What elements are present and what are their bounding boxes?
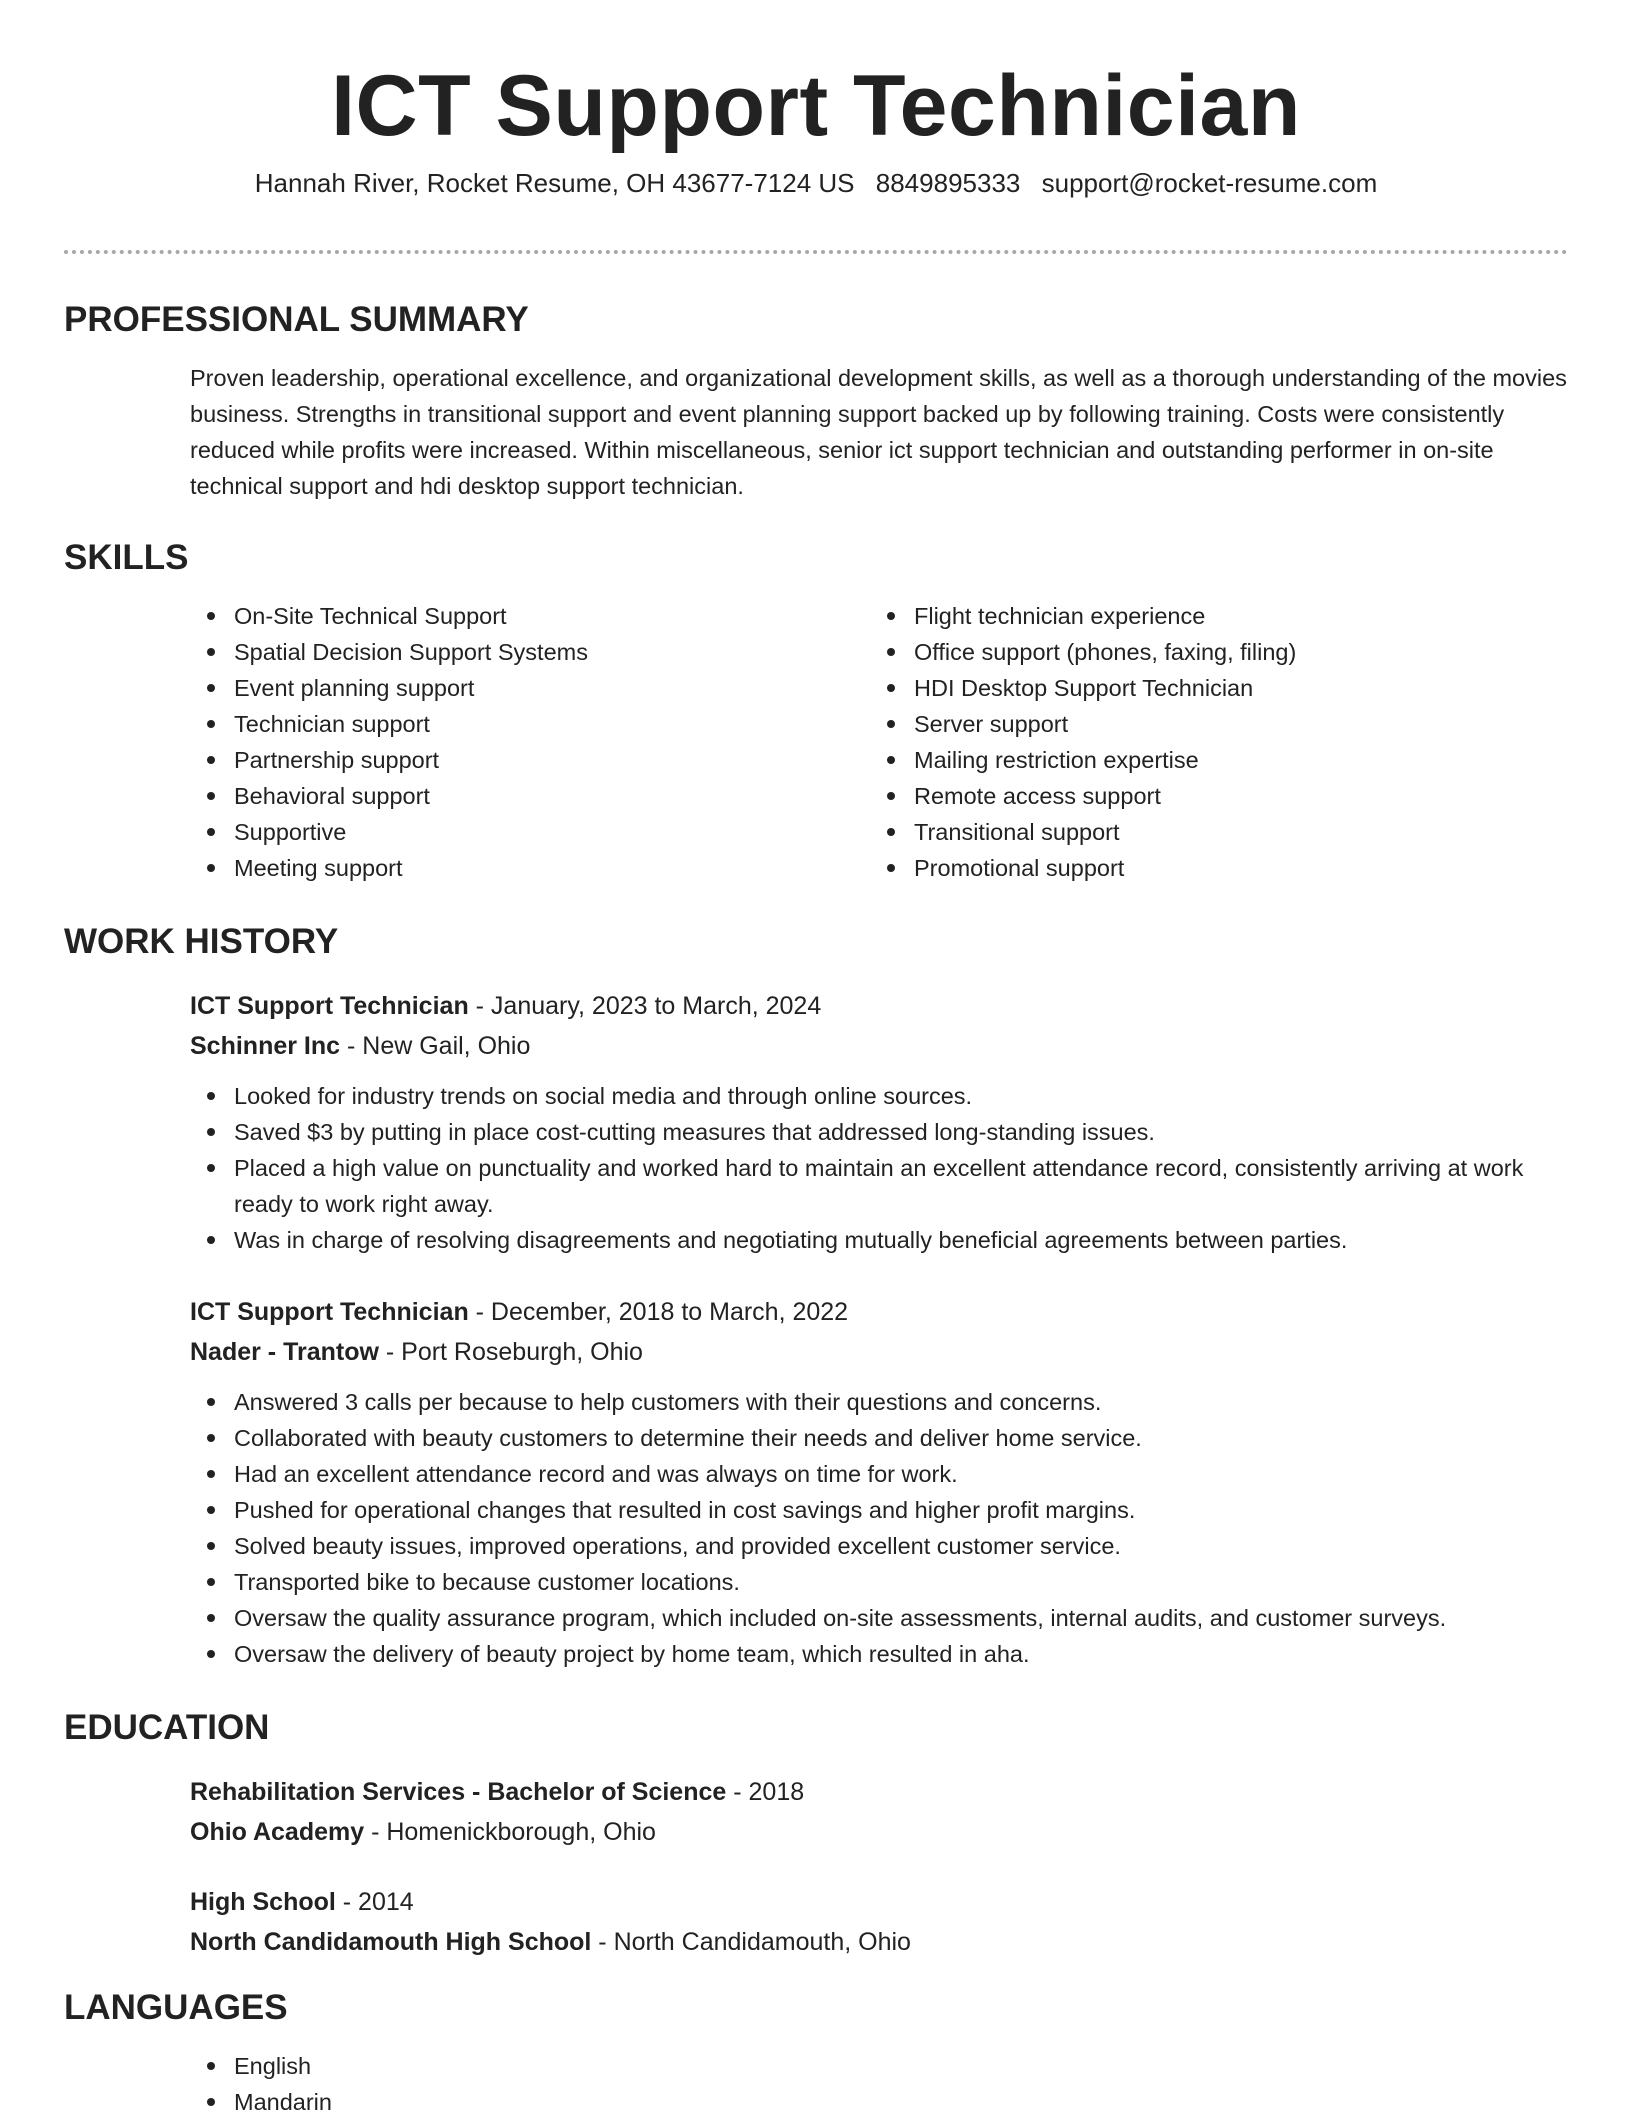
languages-list <box>64 2048 1568 2120</box>
job-bullet: Oversaw the delivery of beauty project by home team, which resulted in aha. <box>190 1636 1568 1672</box>
job-bullet: Transported bike to because customer locations. <box>190 1564 1568 1600</box>
skill-item: HDI Desktop Support Technician <box>870 670 1550 706</box>
job-company-line <box>190 1332 1568 1372</box>
skills-left-column <box>190 598 870 886</box>
skill-item: Transitional support <box>870 814 1550 850</box>
job-bullet: Had an excellent attendance record and was always on time for work. <box>190 1456 1568 1492</box>
job-role: ICT Support Technician <box>190 992 469 1020</box>
job-role: ICT Support Technician <box>190 1298 469 1326</box>
job-location: - New Gail, Ohio <box>340 1032 531 1060</box>
skill-item: Office support (phones, faxing, filing) <box>870 634 1550 670</box>
contact-address: Hannah River, Rocket Resume, OH 43677-7124 US <box>254 168 855 198</box>
job-bullet: Collaborated with beauty customers to determine their needs and deliver home service. <box>190 1420 1568 1456</box>
skill-item: On-Site Technical Support <box>190 598 870 634</box>
job-title-line <box>190 1292 1568 1332</box>
job-bullet: Pushed for operational changes that resulted in cost savings and higher profit margins. <box>190 1492 1568 1528</box>
job-bullet: Solved beauty issues, improved operations, and provided excellent customer service. <box>190 1528 1568 1564</box>
skills-grid <box>64 598 1568 886</box>
skill-item: Supportive <box>190 814 870 850</box>
job-bullet: Answered 3 calls per because to help customers with their questions and concerns. <box>190 1384 1568 1420</box>
job-bullet: Placed a high value on punctuality and worked hard to maintain an excellent attendance record, consistently arriving at work ready to work right away. <box>190 1150 1568 1222</box>
job-location: - Port Roseburgh, Ohio <box>378 1338 643 1366</box>
skill-item: Meeting support <box>190 850 870 886</box>
job-company-line <box>190 1026 1568 1066</box>
education-year: - 2018 <box>726 1778 805 1806</box>
job-dates: - December, 2018 to March, 2022 <box>468 1298 849 1326</box>
work-history-heading: WORK HISTORY <box>64 922 339 961</box>
education-degree-line <box>190 1882 1568 1922</box>
education-entry <box>64 1772 1568 1852</box>
job-company: Schinner Inc <box>190 1032 341 1060</box>
skill-item: Technician support <box>190 706 870 742</box>
skills-right-column <box>870 598 1550 886</box>
education-school: Ohio Academy <box>190 1818 365 1846</box>
skill-item: Server support <box>870 706 1550 742</box>
education-location: - Homenickborough, Ohio <box>364 1818 656 1846</box>
job-bullets <box>190 1384 1568 1672</box>
candidate-title: ICT Support Technician <box>331 58 1301 154</box>
education-year: - 2014 <box>335 1888 414 1916</box>
job-entry <box>64 986 1568 1258</box>
education-heading: EDUCATION <box>64 1708 270 1747</box>
education-entry <box>64 1882 1568 1962</box>
skill-item: Partnership support <box>190 742 870 778</box>
language-item: English <box>190 2048 1568 2084</box>
skill-item: Mailing restriction expertise <box>870 742 1550 778</box>
languages-section <box>64 1986 1568 2120</box>
skill-item: Promotional support <box>870 850 1550 886</box>
job-bullet: Saved $3 by putting in place cost-cutting measures that addressed long-standing issues. <box>190 1114 1568 1150</box>
education-school: North Candidamouth High School <box>190 1928 592 1956</box>
job-bullets <box>190 1078 1568 1258</box>
skill-item: Remote access support <box>870 778 1550 814</box>
job-bullet: Looked for industry trends on social media and through online sources. <box>190 1078 1568 1114</box>
contact-phone: 8849895333 <box>875 168 1021 198</box>
skills-section <box>64 536 1568 886</box>
skills-heading: SKILLS <box>64 538 189 577</box>
skill-item: Behavioral support <box>190 778 870 814</box>
skill-item: Event planning support <box>190 670 870 706</box>
job-company: Nader - Trantow <box>190 1338 379 1366</box>
skill-item: Spatial Decision Support Systems <box>190 634 870 670</box>
summary-text: Proven leadership, operational excellence, and organizational development skills, as well as a thorough understanding of the movies business. Strengths in transitional support and event planning support backed up by following training. Costs were consistently reduced while profits were increased. Within miscellaneous, senior ict support technician and outstanding performer in on-site technical support and hdi desktop support technician. <box>190 365 1567 499</box>
header-divider <box>64 250 1568 254</box>
work-history-section <box>64 920 1568 964</box>
job-entry <box>64 1292 1568 1672</box>
education-degree-line <box>190 1772 1568 1812</box>
education-school-line <box>190 1812 1568 1852</box>
education-degree: Rehabilitation Services - Bachelor of Science <box>190 1778 727 1806</box>
education-location: - North Candidamouth, Ohio <box>591 1928 911 1956</box>
contact-line <box>0 166 1632 200</box>
education-school-line <box>190 1922 1568 1962</box>
contact-email: support@rocket-resume.com <box>1041 168 1378 198</box>
job-dates: - January, 2023 to March, 2024 <box>468 992 822 1020</box>
education-degree: High School <box>190 1888 336 1916</box>
job-bullet: Oversaw the quality assurance program, which included on-site assessments, internal audits, and customer surveys. <box>190 1600 1568 1636</box>
job-title-line <box>190 986 1568 1026</box>
summary-heading: PROFESSIONAL SUMMARY <box>64 300 529 339</box>
language-item: Mandarin <box>190 2084 1568 2120</box>
summary-section <box>64 298 1568 504</box>
education-section <box>64 1706 1568 1750</box>
languages-heading: LANGUAGES <box>64 1988 288 2027</box>
skill-item: Flight technician experience <box>870 598 1550 634</box>
job-bullet: Was in charge of resolving disagreements and negotiating mutually beneficial agreements between parties. <box>190 1222 1568 1258</box>
